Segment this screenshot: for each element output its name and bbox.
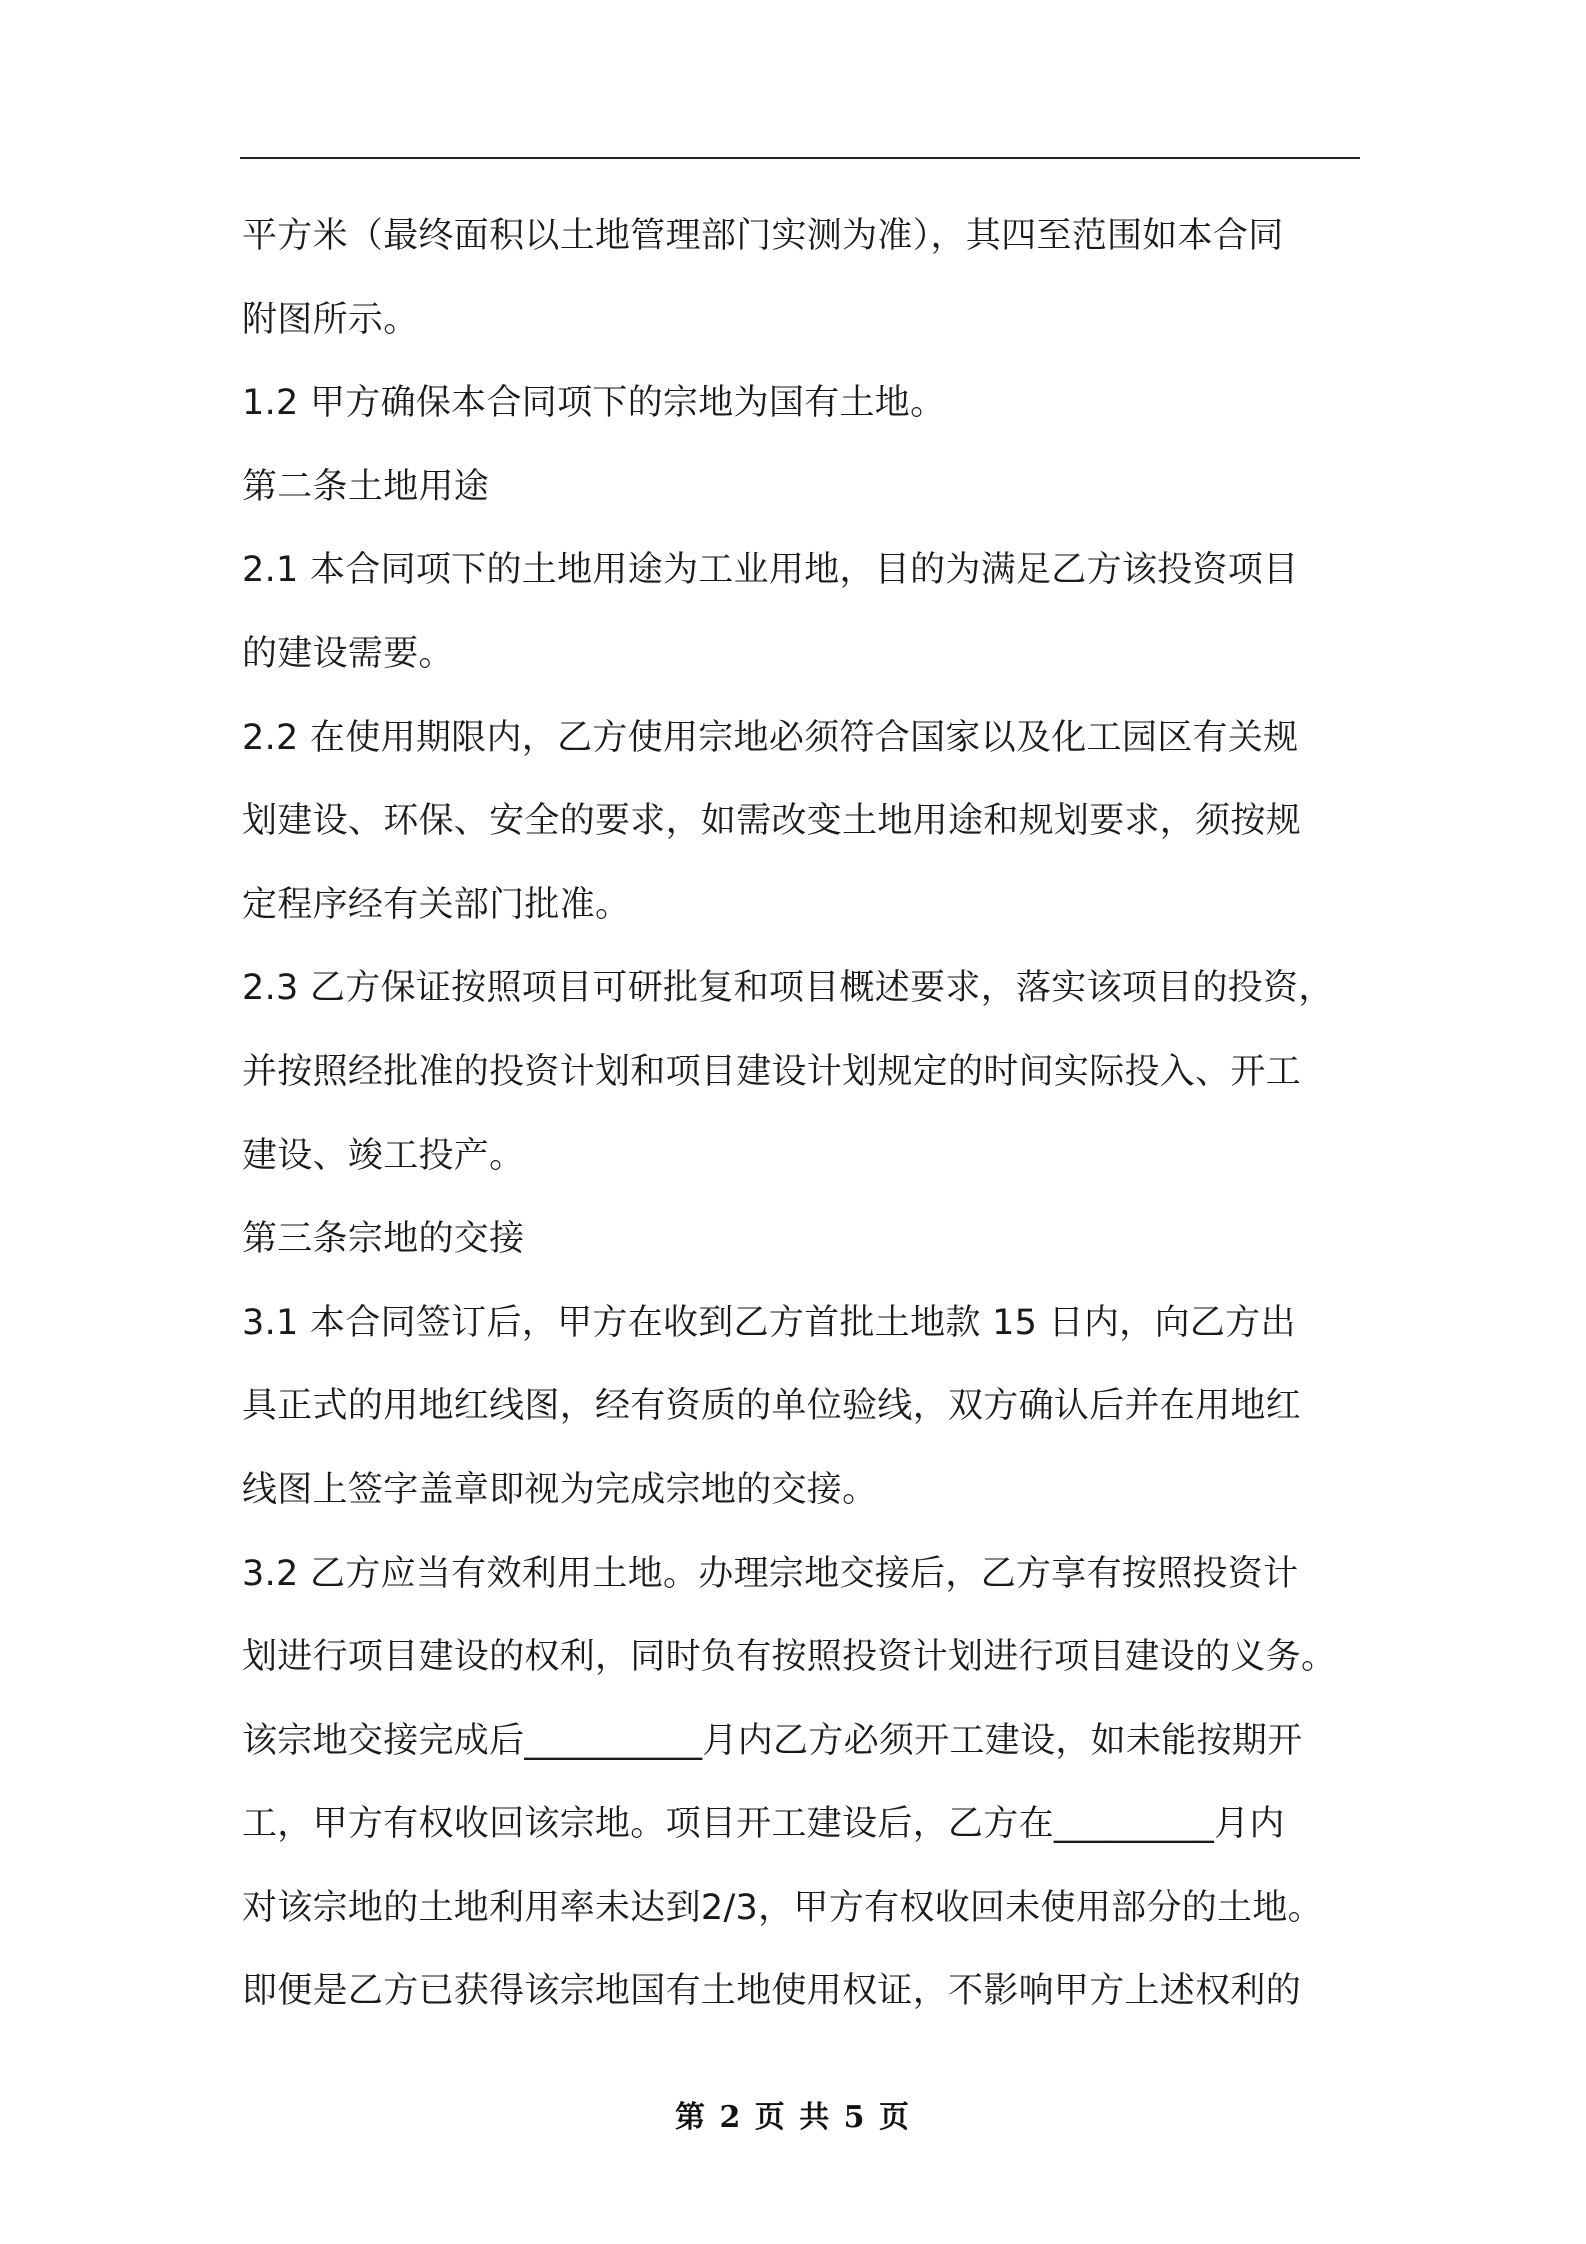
clause-2-1: 2.1 本合同项下的土地用途为工业用地，目的为满足乙方该投资项目	[242, 550, 1299, 591]
text-line: 平方米（最终面积以土地管理部门实测为准），其四至范围如本合同	[242, 216, 1284, 256]
clause-3-2: 3.2 乙方应当有效利用土地。办理宗地交接后，乙方享有按照投资计	[242, 1553, 1299, 1594]
text-line: 的建设需要。	[242, 633, 454, 674]
text-line: 对该宗地的土地利用率未达到2/3，甲方有权收回未使用部分的土地。	[242, 1887, 1323, 1928]
text-line: 线图上签字盖章即视为完成宗地的交接。	[242, 1469, 878, 1510]
text-line: 划建设、环保、安全的要求，如需改变土地用途和规划要求，须按规	[242, 801, 1302, 842]
article-2-heading: 第二条土地用途	[242, 466, 490, 507]
clause-2-2: 2.2 在使用期限内，乙方使用宗地必须符合国家以及化工园区有关规	[242, 717, 1299, 758]
text-line: 划进行项目建设的权利，同时负有按照投资计划进行项目建设的义务。	[242, 1637, 1337, 1678]
clause-3-1: 3.1 本合同签订后，甲方在收到乙方首批土地款 15 日内，向乙方出	[242, 1302, 1296, 1343]
text-line: 建设、竣工投产。	[242, 1135, 525, 1176]
text-line: 定程序经有关部门批准。	[242, 884, 631, 925]
text-line: 即便是乙方已获得该宗地国有土地使用权证，不影响甲方上述权利的	[242, 1971, 1302, 2012]
page-number: 第 2 页 共 5 页	[675, 2100, 911, 2135]
text-line: 附图所示。	[242, 299, 419, 340]
article-3-heading: 第三条宗地的交接	[242, 1219, 525, 1260]
document-body	[242, 195, 1382, 2034]
clause-2-3: 2.3 乙方保证按照项目可研批复和项目概述要求，落实该项目的投资，	[242, 968, 1334, 1009]
text-line: 工，甲方有权收回该宗地。项目开工建设后，乙方在_________月内	[242, 1804, 1285, 1845]
clause-1-2: 1.2 甲方确保本合同项下的宗地为国有土地。	[242, 383, 946, 424]
text-line: 并按照经批准的投资计划和项目建设计划规定的时间实际投入、开工	[242, 1051, 1302, 1092]
header-divider	[240, 157, 1360, 159]
text-line: 该宗地交接完成后__________月内乙方必须开工建设，如未能按期开	[242, 1720, 1303, 1761]
text-line: 具正式的用地红线图，经有资质的单位验线，双方确认后并在用地红	[242, 1386, 1302, 1427]
